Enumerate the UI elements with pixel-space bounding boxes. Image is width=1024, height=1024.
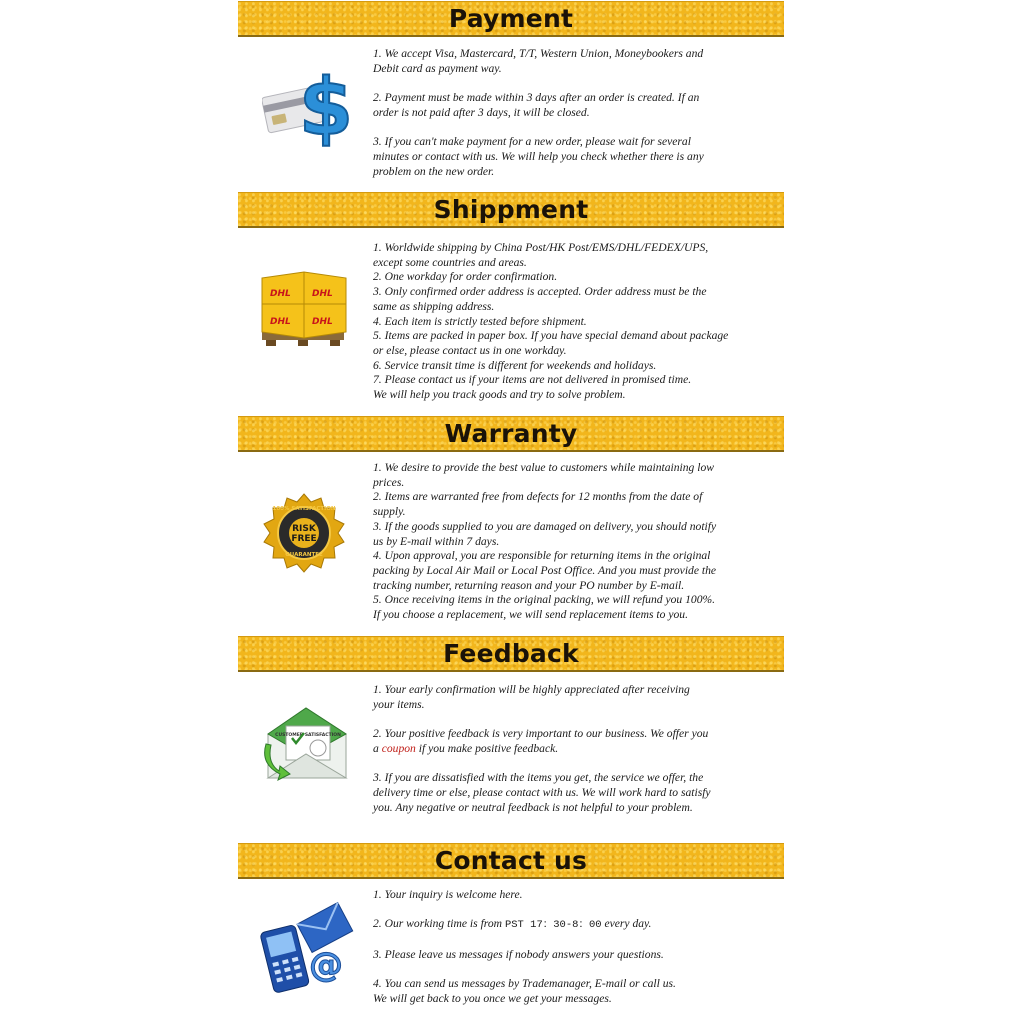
shippment-line: 5. Items are packed in paper box. If you have special demand about package bbox=[373, 329, 729, 343]
feedback-title: Feedback bbox=[443, 639, 579, 668]
feedback-line: delivery time or else, please contact with us. We will work hard to satisfy bbox=[373, 785, 711, 799]
working-time: PST 17：30-8：00 bbox=[504, 919, 602, 932]
seal-risk-text: RISK bbox=[292, 524, 316, 534]
svg-text:DHL: DHL bbox=[312, 317, 333, 327]
contact-line: We will get back to you once we get your messages. bbox=[373, 991, 612, 1005]
dhl-boxes-icon bbox=[258, 264, 350, 353]
contact-line: 3. Please leave us messages if nobody answers your questions. bbox=[373, 947, 664, 961]
guarantee-seal-icon bbox=[260, 492, 348, 585]
shippment-banner bbox=[238, 192, 784, 228]
payment-banner bbox=[238, 1, 784, 37]
svg-text:DHL: DHL bbox=[270, 289, 291, 299]
warranty-line: If you choose a replacement, we will send replacement items to you. bbox=[373, 608, 688, 622]
payment-line: order is not paid after 3 days, it will be closed. bbox=[373, 105, 590, 119]
feedback-line bbox=[373, 742, 783, 757]
warranty-line: 3. If the goods supplied to you are damaged on delivery, you should notify bbox=[373, 519, 717, 533]
feedback-line-text: if you make positive feedback. bbox=[415, 741, 559, 755]
contact-line: 1. Your inquiry is welcome here. bbox=[373, 888, 523, 901]
payment-line: problem on the new order. bbox=[373, 164, 495, 178]
warranty-line: prices. bbox=[373, 475, 405, 489]
shippment-line: 6. Service transit time is different for weekends and holidays. bbox=[373, 358, 657, 372]
payment-line: minutes or contact with us. We will help you check whether there is any bbox=[373, 149, 704, 163]
shippment-line: 4. Each item is strictly tested before shipment. bbox=[373, 314, 587, 328]
warranty-text bbox=[373, 461, 783, 623]
feedback-banner bbox=[238, 636, 784, 672]
warranty-title: Warranty bbox=[444, 419, 578, 448]
feedback-line: 3. If you are dissatisfied with the items you get, the service we offer, the bbox=[373, 771, 704, 785]
seal-top-text: 100% SATISFACTION bbox=[272, 506, 336, 512]
shippment-line: We will help you track goods and try to solve problem. bbox=[373, 388, 626, 402]
shippment-line: 1. Worldwide shipping by China Post/HK Post/EMS/DHL/FEDEX/UPS, bbox=[373, 241, 709, 254]
customer-satisfaction-envelope-icon bbox=[260, 704, 354, 789]
contact-line: 4. You can send us messages by Trademanager, E-mail or call us. bbox=[373, 977, 676, 991]
shippment-text bbox=[373, 241, 783, 403]
payment-line: 3. If you can't make payment for a new order, please wait for several bbox=[373, 135, 691, 149]
feedback-line: 1. Your early confirmation will be highly appreciated after receiving bbox=[373, 683, 690, 696]
warranty-line: 4. Upon approval, you are responsible for returning items in the original bbox=[373, 549, 711, 563]
contact-line bbox=[373, 917, 783, 933]
contact-title: Contact us bbox=[434, 846, 588, 875]
phone-email-icon bbox=[258, 898, 354, 1003]
feedback-line: 2. Your positive feedback is very important to our business. We offer you bbox=[373, 727, 709, 741]
warranty-line: 5. Once receiving items in the original packing, we will refund you 100%. bbox=[373, 593, 716, 607]
coupon-link[interactable]: coupon bbox=[381, 741, 416, 755]
shippment-line: or else, please contact us in one workday. bbox=[373, 343, 567, 357]
contact-line-text: every day. bbox=[601, 917, 652, 931]
payment-line: Debit card as payment way. bbox=[373, 61, 502, 75]
warranty-line: us by E-mail within 7 days. bbox=[373, 534, 500, 548]
payment-line: 1. We accept Visa, Mastercard, T/T, Western Union, Moneybookers and bbox=[373, 47, 704, 60]
shippment-line: 2. One workday for order confirmation. bbox=[373, 270, 558, 284]
shippment-line: 3. Only confirmed order address is accepted. Order address must be the bbox=[373, 285, 707, 299]
shippment-line: same as shipping address. bbox=[373, 299, 495, 313]
contact-line-text: 2. Our working time is from bbox=[373, 917, 505, 931]
card-dollar-icon bbox=[262, 62, 354, 155]
feedback-line: you. Any negative or neutral feedback is not helpful to your problem. bbox=[373, 800, 693, 814]
payment-text bbox=[373, 47, 783, 179]
payment-title: Payment bbox=[448, 4, 574, 33]
warranty-line: packing by Local Air Mail or Local Post Office. And you must provide the bbox=[373, 563, 717, 577]
warranty-line: tracking number, returning reason and your PO number by E-mail. bbox=[373, 578, 685, 592]
svg-text:$: $ bbox=[298, 63, 354, 150]
warranty-line: supply. bbox=[373, 505, 406, 519]
seal-bottom-text: GUARANTEE bbox=[285, 552, 323, 558]
feedback-line-text: a bbox=[373, 741, 382, 755]
shippment-title: Shippment bbox=[433, 195, 589, 224]
envelope-label: CUSTOMER SATISFACTION bbox=[275, 733, 341, 738]
warranty-line: 2. Items are warranted free from defects for 12 months from the date of bbox=[373, 490, 703, 504]
svg-text:DHL: DHL bbox=[270, 317, 291, 327]
feedback-text bbox=[373, 683, 783, 815]
svg-text:DHL: DHL bbox=[312, 289, 333, 299]
policy-column bbox=[238, 0, 786, 1024]
shippment-line: except some countries and areas. bbox=[373, 255, 527, 269]
shippment-line: 7. Please contact us if your items are not delivered in promised time. bbox=[373, 373, 692, 387]
seal-free-text: FREE bbox=[291, 534, 317, 544]
feedback-line: your items. bbox=[373, 697, 425, 711]
contact-banner bbox=[238, 843, 784, 879]
contact-text bbox=[373, 888, 783, 1007]
warranty-line: 1. We desire to provide the best value to customers while maintaining low bbox=[373, 461, 715, 474]
warranty-banner bbox=[238, 416, 784, 452]
svg-text:@: @ bbox=[309, 945, 343, 985]
payment-line: 2. Payment must be made within 3 days after an order is created. If an bbox=[373, 91, 700, 105]
